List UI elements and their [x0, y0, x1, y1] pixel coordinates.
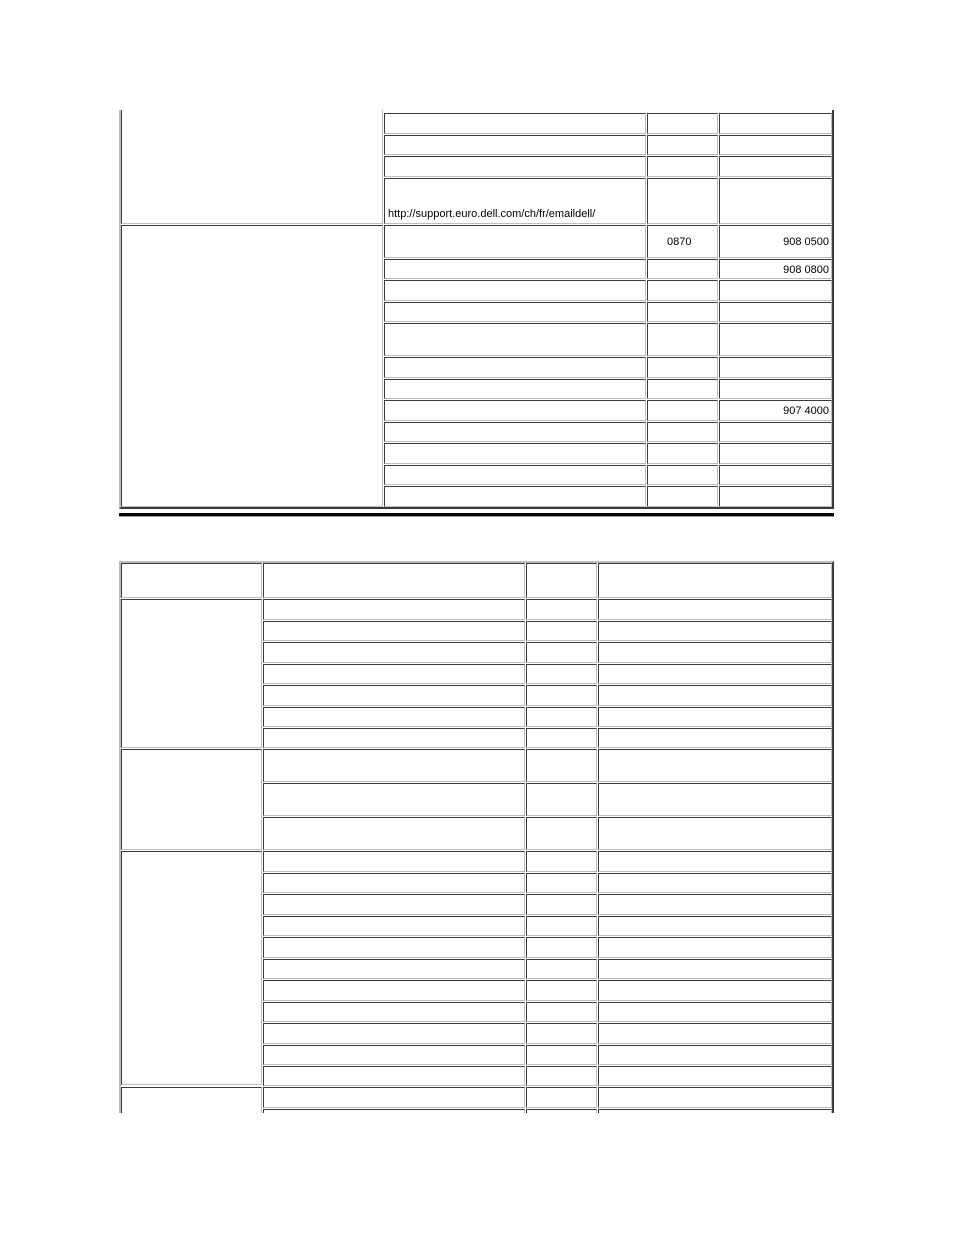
- table-row: [647, 280, 718, 301]
- table-row: [263, 749, 525, 782]
- table-row: [526, 873, 597, 893]
- table-row: [598, 817, 832, 850]
- table-row: [719, 156, 832, 177]
- table-row: [526, 1087, 597, 1108]
- table-row: [526, 959, 597, 979]
- table-row: [526, 783, 597, 816]
- table-row: [647, 357, 718, 378]
- table-row: [263, 873, 525, 893]
- table-row: [384, 280, 646, 301]
- table-row: [263, 685, 525, 706]
- table-row: [526, 937, 597, 958]
- table-row: [526, 1002, 597, 1022]
- table-row: [384, 422, 646, 442]
- table-row: [263, 851, 525, 872]
- table-row: [263, 1023, 525, 1044]
- table-row: [598, 1045, 832, 1065]
- table-row: [647, 156, 718, 177]
- table-row: [384, 486, 646, 507]
- table-row: [719, 465, 832, 485]
- table-row: [719, 443, 832, 464]
- area-code-cell: [647, 225, 718, 258]
- email-link-cell: [384, 178, 646, 224]
- table-row: [384, 259, 646, 279]
- table-row: [598, 937, 832, 958]
- table-row: [719, 379, 832, 399]
- table-row: [719, 280, 832, 301]
- table-row: [526, 642, 597, 663]
- table-row: [263, 599, 525, 620]
- table-row: [263, 937, 525, 958]
- table-row: [384, 225, 646, 258]
- country-cell-c: [121, 851, 262, 1085]
- table-row: [526, 1045, 597, 1065]
- table-row: [598, 728, 832, 748]
- table-row: [598, 685, 832, 706]
- table-row: [598, 749, 832, 782]
- table-row: [526, 1066, 597, 1086]
- table-row: [263, 642, 525, 663]
- table-row: [647, 323, 718, 356]
- table-row: [384, 156, 646, 177]
- phone-number-cell: [719, 225, 832, 258]
- table-row: [647, 113, 718, 134]
- table-row: [598, 1023, 832, 1044]
- table-row: [526, 1109, 597, 1113]
- table-row: [263, 664, 525, 684]
- phone-number: 908 0800: [783, 264, 829, 276]
- table-row: [598, 980, 832, 1001]
- table-row: [263, 728, 525, 748]
- table-row: [598, 851, 832, 872]
- table-row: [598, 621, 832, 641]
- country-cell-d: [121, 1087, 262, 1113]
- table-row: [598, 664, 832, 684]
- table-row: [526, 685, 597, 706]
- table-row: [719, 323, 832, 356]
- table-row: [384, 323, 646, 356]
- table-row: [647, 302, 718, 322]
- table-row: [647, 379, 718, 399]
- table-row: [526, 599, 597, 620]
- table-row: [719, 422, 832, 442]
- table-row: [647, 400, 718, 421]
- table-row: [598, 1002, 832, 1022]
- table-row: [263, 783, 525, 816]
- table-row: [526, 851, 597, 872]
- country-cell-2: [121, 225, 383, 507]
- table-row: [647, 259, 718, 279]
- country-cell-b: [121, 749, 262, 850]
- table-row: [598, 873, 832, 893]
- table-row: [526, 916, 597, 936]
- table-row: [526, 728, 597, 748]
- table-row: [263, 1002, 525, 1022]
- country-cell-1: [121, 110, 383, 224]
- country-cell-a: [121, 599, 262, 748]
- table-row: [598, 1066, 832, 1086]
- table-row: [384, 379, 646, 399]
- table-row: [647, 135, 718, 155]
- table-row: [263, 817, 525, 850]
- table-row: [263, 916, 525, 936]
- table-row: [598, 916, 832, 936]
- table-row: [598, 894, 832, 915]
- header-cell: [598, 563, 832, 598]
- table-row: [719, 178, 832, 224]
- table-row: [598, 783, 832, 816]
- section-divider: [119, 513, 834, 517]
- table-row: [719, 357, 832, 378]
- table-row: [384, 443, 646, 464]
- table-row: [719, 302, 832, 322]
- table-row: [647, 443, 718, 464]
- table-row: [526, 980, 597, 1001]
- table-row: [526, 664, 597, 684]
- table-row: [598, 599, 832, 620]
- table-row: [598, 959, 832, 979]
- table-row: [263, 1045, 525, 1065]
- table-row: [263, 1087, 525, 1108]
- table-row: [526, 707, 597, 727]
- header-cell: [263, 563, 525, 598]
- table-row: [598, 1109, 832, 1113]
- table-row: [647, 465, 718, 485]
- table-row: [263, 1066, 525, 1086]
- table-row: [526, 817, 597, 850]
- table-row: [526, 1023, 597, 1044]
- table-row: [263, 707, 525, 727]
- table-row: [719, 486, 832, 507]
- table-row: [647, 422, 718, 442]
- table-row: [263, 1109, 525, 1113]
- table-row: [263, 980, 525, 1001]
- table-row: [598, 642, 832, 663]
- email-support-link[interactable]: http://support.euro.dell.com/ch/fr/emaildell/: [388, 208, 596, 220]
- table-row: [384, 135, 646, 155]
- table-row: [384, 113, 646, 134]
- table-row: [719, 135, 832, 155]
- table-row: [526, 621, 597, 641]
- table-row: [263, 894, 525, 915]
- phone-number-cell: [719, 259, 832, 279]
- table-row: [384, 302, 646, 322]
- table-row: [598, 1087, 832, 1108]
- table-row: [719, 113, 832, 134]
- table-row: [384, 357, 646, 378]
- table-row: [526, 894, 597, 915]
- phone-number: 908 0500: [783, 236, 829, 248]
- phone-number: 907 4000: [783, 405, 829, 417]
- table-row: [263, 959, 525, 979]
- table-row: [526, 749, 597, 782]
- phone-number-cell: [719, 400, 832, 421]
- table-row: [384, 400, 646, 421]
- area-code: 0870: [667, 236, 692, 248]
- header-cell: [121, 563, 262, 598]
- table-row: [647, 178, 718, 224]
- table-row: [647, 486, 718, 507]
- header-cell: [526, 563, 597, 598]
- table-row: [263, 621, 525, 641]
- table-row: [384, 465, 646, 485]
- table-row: [598, 707, 832, 727]
